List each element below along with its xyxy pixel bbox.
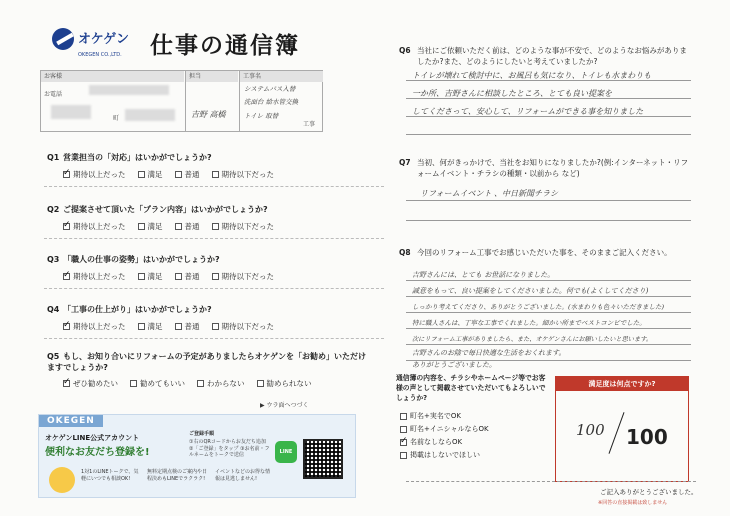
satisfaction-max: 100: [626, 425, 668, 449]
checkbox[interactable]: [212, 223, 219, 230]
option[interactable]: 普通: [175, 169, 200, 180]
checkbox[interactable]: [175, 273, 182, 280]
option[interactable]: 勧めてもいい: [130, 378, 185, 389]
question-q4: Q4 「工事の仕上がり」はいかがでしょうか?: [47, 305, 212, 314]
q8-answer-line: 吉野さんには、とても お世話になりました。: [412, 271, 555, 279]
line-badge-icon: LINE: [275, 441, 297, 463]
checkbox-checked[interactable]: [63, 171, 70, 178]
checkbox[interactable]: [138, 171, 145, 178]
checkbox-checked[interactable]: [63, 380, 70, 387]
logo-mark-icon: [52, 28, 74, 50]
option[interactable]: 期待以下だった: [212, 221, 275, 232]
satisfaction-box: [555, 376, 689, 482]
steps-title: ご登録手順: [189, 431, 215, 437]
slash-divider: [609, 412, 625, 454]
option[interactable]: ✓ 期待以上だった: [63, 271, 126, 282]
work-suffix: 工事: [303, 121, 316, 128]
checkbox-checked[interactable]: [400, 439, 407, 446]
checkbox[interactable]: [257, 380, 264, 387]
question-q2: Q2 ご提案させて頂いた「プラン内容」はいかがでしょうか?: [47, 205, 268, 214]
tel-label: お電話: [44, 91, 63, 98]
footer-note: ※回答の直接掲載は致しません: [598, 500, 668, 506]
checkbox[interactable]: [212, 323, 219, 330]
option[interactable]: ✓ 期待以上だった: [63, 221, 126, 232]
checkbox[interactable]: [175, 223, 182, 230]
thanks-text: ご記入ありがとうございました。: [600, 488, 698, 496]
satisfaction-score: 100: [576, 421, 605, 439]
q4-options: [63, 321, 274, 332]
checkbox[interactable]: [138, 223, 145, 230]
publish-question: 通信簿の内容を、チラシやホームページ等でお客様の声として掲載させていただいてもよろしいでしょうか?: [396, 374, 546, 402]
option[interactable]: 満足: [138, 169, 163, 180]
perk-2: 無料定期点検のご案内や日程決めもLINEでラクラク!: [147, 469, 208, 482]
checkbox-checked[interactable]: [63, 273, 70, 280]
option[interactable]: ✓ 期待以上だった: [63, 321, 126, 332]
question-q5: Q5 もし、お知り合いにリフォームの予定がありましたらオケゲンを「お勧め」いただけますでしょうか?: [47, 352, 366, 372]
q7-answer: リフォームイベント 、中日新聞チラシ: [420, 189, 558, 198]
logo-text: オケゲン: [78, 31, 129, 47]
qr-code-icon[interactable]: [303, 439, 343, 479]
customer-info-table: [40, 70, 323, 132]
publish-option[interactable]: ✓ 名前なしならOK: [400, 437, 462, 447]
checkbox[interactable]: [400, 452, 407, 459]
option[interactable]: ✓ 期待以上だった: [63, 169, 126, 180]
checkbox[interactable]: [138, 273, 145, 280]
q1-options: [63, 169, 274, 180]
company-logo: [52, 28, 129, 50]
q8-answer-line: 次にリフォーム工事がありましたら、また、オケゲンさんにお願いしたいと思います。: [412, 336, 653, 343]
q6-answer-line: してくださって、安心して、リフォームができる事を知りました: [412, 107, 644, 116]
q8-answer-line: 特に職人さんは、丁寧な工事でくれました。細かい所までベストコンビでした。: [412, 319, 646, 327]
logo-subtext: OKEGEN CO.,LTD.: [78, 52, 122, 58]
publish-option[interactable]: 掲載はしないでほしい: [400, 450, 480, 460]
option[interactable]: わからない: [197, 378, 245, 389]
perk-3: イベントなどのお得な情報は見逃しません!: [215, 469, 271, 482]
option[interactable]: 期待以下だった: [212, 321, 275, 332]
q5-options: [63, 378, 312, 389]
q6-answer-line: 一か所、吉野さんに相談したところ、とても良い提案を: [412, 89, 612, 98]
q3-options: [63, 271, 274, 282]
banner-band: OKEGEN: [39, 415, 103, 427]
customer-name-label: お客様: [41, 71, 184, 82]
q8-answer-line: 吉野さんのお陰で毎日快適な生活をおくれます。: [412, 349, 566, 357]
line-banner: [38, 414, 356, 498]
checkbox[interactable]: [400, 413, 407, 420]
publish-option[interactable]: 町名+イニシャルならOK: [400, 424, 489, 434]
town-suffix: 町: [113, 115, 120, 122]
q8-answer-line: 誠意をもって、良い提案をしてくださいました。何でも(よくしてくださり): [412, 287, 649, 295]
publish-option[interactable]: 町名+実名でOK: [400, 411, 461, 421]
question-q7: Q7 当初、何がきっかけで、当社をお知りになりましたか?(例:インターネット・リフォームイベント・チラシの種類・以前から など): [399, 158, 689, 178]
option[interactable]: ✓ ぜひ勧めたい: [63, 378, 118, 389]
staff-label: 担当: [186, 71, 238, 82]
option[interactable]: 満足: [138, 221, 163, 232]
option[interactable]: 期待以下だった: [212, 271, 275, 282]
q8-answer-line: ありがとうございました。: [412, 361, 496, 369]
question-q3: Q3 「職人の仕事の姿勢」はいかがでしょうか?: [47, 255, 220, 264]
checkbox[interactable]: [212, 273, 219, 280]
question-q8: Q8 今回のリフォーム工事でお感じいただいた事を、そのままご記入ください。: [399, 248, 672, 257]
work-line-3: トイレ 取替: [244, 112, 279, 120]
perk-1: 1対1のLINEトークで、気軽にいつでも相談OK!: [81, 469, 139, 482]
checkbox[interactable]: [175, 171, 182, 178]
banner-line1: オケゲンLINE公式アカウント: [45, 434, 140, 442]
q6-answer-line: トイレが壊れて検討中に、お風呂も気になり、トイレも水まわりも: [412, 71, 652, 80]
checkbox[interactable]: [130, 380, 137, 387]
work-line-1: システムバス入替: [244, 85, 296, 93]
q8-answer-line: しっかり考えてくださり、ありがとうございました。(水まわりも色々いただきました): [412, 303, 665, 311]
option[interactable]: 普通: [175, 271, 200, 282]
checkbox[interactable]: [400, 426, 407, 433]
option[interactable]: 普通: [175, 321, 200, 332]
staff-value: 吉野 高橋: [191, 110, 226, 119]
continue-note: ▶ ウラ面へつづく: [260, 402, 309, 409]
question-q1: Q1 営業担当の「対応」はいかがでしょうか?: [47, 153, 212, 162]
option[interactable]: 満足: [138, 271, 163, 282]
option[interactable]: 普通: [175, 221, 200, 232]
redacted-address: [125, 109, 175, 121]
q2-options: [63, 221, 274, 232]
option[interactable]: 期待以下だった: [212, 169, 275, 180]
thumbs-up-icon: [49, 467, 75, 493]
checkbox-checked[interactable]: [63, 323, 70, 330]
banner-line2: 便利なお友だち登録を!: [45, 447, 150, 458]
satisfaction-header: 満足度は何点ですか?: [556, 377, 688, 391]
question-q6: Q6 当社にご依頼いただく前は、どのような事が不安で、どのようなお悩みがありましたか?また、どのようにしたいと考えていましたか?: [399, 46, 687, 66]
page-title: 仕事の通信簿: [150, 33, 300, 59]
checkbox-checked[interactable]: [63, 223, 70, 230]
work-label: 工事名: [240, 71, 323, 82]
redacted-name: [51, 105, 91, 119]
work-line-2: 洗面台 給水管交換: [244, 98, 299, 106]
steps-text: ①右のQRコードからお友だち追加 ②「ご登録」をタップ ③お名前・フルネームをトークで送信: [189, 439, 270, 458]
checkbox[interactable]: [212, 171, 219, 178]
option[interactable]: 勧められない: [257, 378, 312, 389]
checkbox[interactable]: [175, 323, 182, 330]
option[interactable]: 満足: [138, 321, 163, 332]
checkbox[interactable]: [197, 380, 204, 387]
checkbox[interactable]: [138, 323, 145, 330]
redacted-phone: [89, 85, 169, 95]
